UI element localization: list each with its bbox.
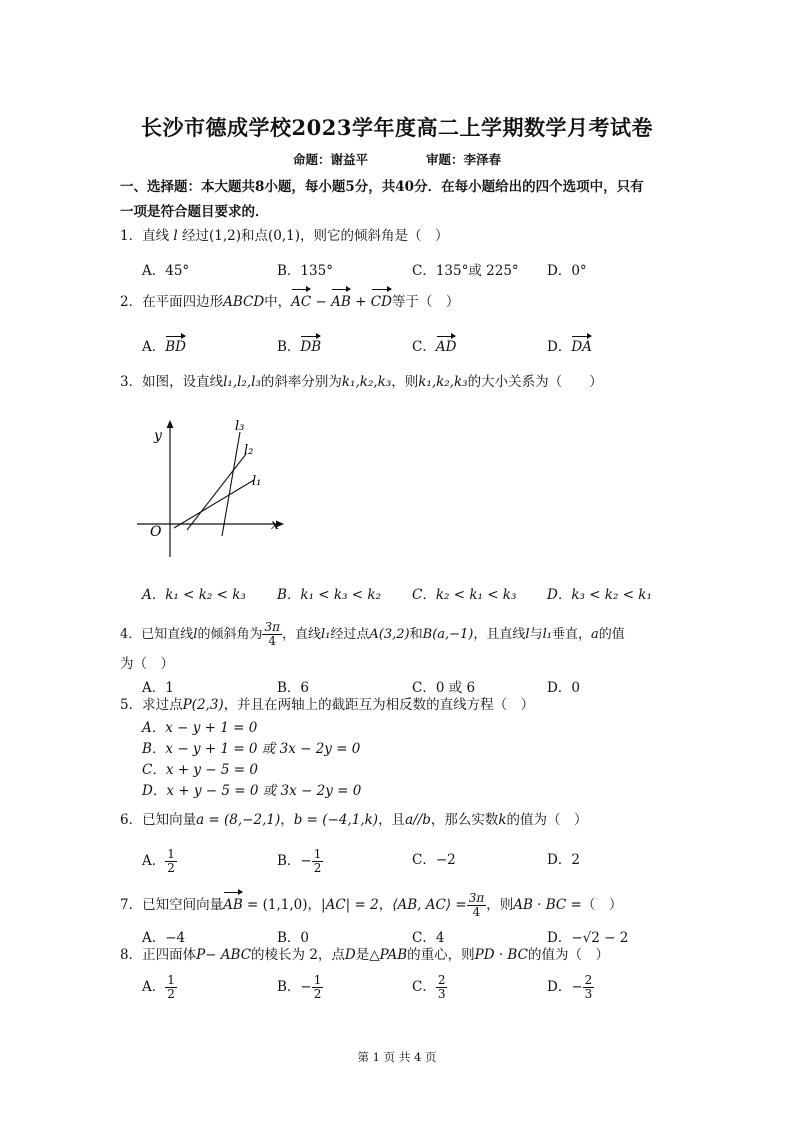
q2-options <box>142 335 682 355</box>
q8-fc-den: 3 <box>437 987 446 1001</box>
q7-vec-ab: AB <box>223 897 243 913</box>
q6-k: k <box>498 812 507 828</box>
line-l3 <box>222 432 240 536</box>
q3-t1: 3．如图，设直线 <box>120 374 224 390</box>
q3-option-a[interactable]: A．k₁ < k₂ < k₃ <box>142 587 246 603</box>
q4-l-b: l <box>525 627 530 642</box>
q8-pabc: P− ABC <box>196 947 252 963</box>
section-heading <box>120 175 680 225</box>
q8-fa-den: 2 <box>167 987 175 1001</box>
q6-option-c[interactable]: C．−2 <box>412 852 456 868</box>
q1-p2: (0,1) <box>268 228 301 244</box>
page-title: 长沙市德成学校2023学年度高二上学期数学月考试卷 <box>141 115 653 140</box>
q2-vec-d: DA <box>571 339 592 355</box>
q8-tri: △PAB <box>369 947 408 963</box>
q1-option-b[interactable]: B．135° <box>277 263 333 279</box>
q5-post: ，并且在两轴上的截距互为相反数的直线方程（ ） <box>223 697 535 713</box>
q7-dot: AB · BC <box>513 897 567 913</box>
q4-a: a <box>590 627 599 642</box>
q8-mid1: 的棱长为 2，点 <box>251 947 345 963</box>
q8-frac-b <box>312 974 324 1001</box>
q8-option-a[interactable] <box>142 974 277 1001</box>
q1-option-c[interactable]: C．135°或 225° <box>412 263 519 279</box>
q3-option-c[interactable]: C．k₂ < k₁ < k₃ <box>412 587 517 603</box>
q8-label-b: B．− <box>277 979 312 995</box>
q1-options <box>142 259 682 279</box>
q7-option-a[interactable]: A．−4 <box>142 930 186 946</box>
q2-vec-a: BD <box>165 339 186 355</box>
q4-options <box>142 676 682 696</box>
q8-fd-den: 3 <box>584 987 593 1001</box>
q6-option-a[interactable] <box>142 848 277 875</box>
q4-point-b: B(a,−1) <box>422 627 474 642</box>
q4-den: 4 <box>268 634 277 648</box>
q6-mid: ， <box>280 812 294 828</box>
q2-label-a: A． <box>142 339 166 355</box>
q6-fa-num: 1 <box>167 847 175 861</box>
q7-mid3: ，则 <box>486 897 514 913</box>
q7-option-b[interactable]: B．0 <box>277 930 310 946</box>
q4-option-c[interactable]: C．0 或 6 <box>412 680 476 696</box>
question-2 <box>120 292 680 312</box>
q4-l1: l₁ <box>321 627 331 642</box>
q8-post: 的值为（ ） <box>527 947 609 963</box>
q2-option-c[interactable] <box>412 335 547 355</box>
q6-option-b[interactable] <box>277 848 412 875</box>
question-6 <box>120 810 680 830</box>
line-l2 <box>187 454 246 530</box>
q8-dot: PD · BC <box>474 947 528 963</box>
q7-option-d[interactable]: D．−√2 − 2 <box>547 930 629 946</box>
q4-num: 3π <box>264 620 280 634</box>
q5-option-a[interactable]: A．x − y + 1 = 0 <box>142 720 258 736</box>
q2-vec-c: AD <box>435 339 457 355</box>
q1-option-a[interactable]: A．45° <box>142 263 190 279</box>
question-8 <box>120 945 680 965</box>
q2-post: 等于（ ） <box>391 294 460 310</box>
q6-label-b: B．− <box>277 853 312 869</box>
l1-label: l₁ <box>252 474 262 489</box>
q2-mid: 中， <box>264 294 292 310</box>
q6-frac-a <box>165 848 177 875</box>
q2-vec-ab: AB <box>331 294 351 310</box>
q3-t4: 的大小关系为（ ） <box>467 374 603 390</box>
q7-mid2: ， <box>378 897 393 913</box>
q8-frac-d <box>583 974 595 1001</box>
l3-label: l₃ <box>235 419 245 434</box>
q7-ac: |AC| = 2 <box>321 897 379 913</box>
question-1 <box>120 226 680 246</box>
q8-fd-num: 2 <box>584 973 593 987</box>
q6-fb-num: 1 <box>313 847 322 861</box>
q8-mid2: 是 <box>355 947 370 963</box>
q6-label-a: A． <box>142 853 166 869</box>
question-5 <box>120 695 680 715</box>
q6-option-d[interactable]: D．2 <box>547 852 580 868</box>
author-line <box>0 150 794 168</box>
q3-t2: 的斜率分别为 <box>260 374 342 390</box>
x-label: x <box>271 517 279 533</box>
q4-mid1: 的倾斜角为 <box>197 627 263 642</box>
q1-post: ，则它的倾斜角是（ ） <box>300 228 449 244</box>
line-l1 <box>174 480 254 528</box>
q6-fa-den: 2 <box>167 861 175 875</box>
question-3 <box>120 372 680 392</box>
q8-fb-num: 1 <box>313 973 322 987</box>
q7-post: =（ ） <box>566 897 623 913</box>
q2-quad: ABCD <box>223 294 265 310</box>
q3-option-b[interactable]: B．k₁ < k₃ < k₂ <box>277 587 381 603</box>
q1-pre: 1．直线 <box>120 228 174 244</box>
q3-t3: ，则 <box>391 374 419 390</box>
q3-ks: k₁,k₂,k₃ <box>341 374 392 390</box>
section-line-1: 一、选择题：本大题共8小题，每小题5分，共40分．在每小题给出的四个选项中，只有 <box>120 179 644 195</box>
q5-point: P(2,3) <box>182 697 224 713</box>
q2-option-d[interactable] <box>547 335 682 355</box>
q2-label-b: B． <box>277 339 301 355</box>
q8-d: D <box>344 947 356 963</box>
q1-mid2: 和点 <box>241 228 269 244</box>
q8-fc-num: 2 <box>437 973 446 987</box>
y-label: y <box>154 428 162 444</box>
q5-option-c[interactable]: C．x + y − 5 = 0 <box>142 762 258 778</box>
question-4 <box>120 621 680 648</box>
q4-mid3: 经过点 <box>330 627 370 642</box>
q2-option-a[interactable] <box>142 335 277 355</box>
q4-option-d[interactable]: D．0 <box>547 680 580 696</box>
q1-mid1: 经过 <box>177 228 210 244</box>
q7-mid1: ， <box>307 897 322 913</box>
q5-option-d[interactable]: D．x + y − 5 = 0 或 3x − 2y = 0 <box>142 783 362 799</box>
q4-mid7: 垂直， <box>551 627 591 642</box>
q2-vec-cd: CD <box>370 294 392 310</box>
l2-label: l₂ <box>244 443 254 458</box>
q2-vec-ac: AC <box>291 294 312 310</box>
q7-frac <box>467 892 487 919</box>
y-axis-arrow-icon <box>167 420 174 428</box>
q4-post: 的值 <box>598 627 625 642</box>
q7-num: 3π <box>468 891 485 905</box>
question-4-line2: 为（ ） <box>120 656 174 672</box>
q5-option-b[interactable]: B．x − y + 1 = 0 或 3x − 2y = 0 <box>142 741 361 757</box>
q7-options <box>142 926 682 946</box>
q3-ks2: k₁,k₂,k₃ <box>418 374 468 390</box>
q8-pre: 8．正四面体 <box>120 947 197 963</box>
q8-label-d: D．− <box>547 979 583 995</box>
q5-pre: 5．求过点 <box>120 697 183 713</box>
q8-frac-a <box>165 974 177 1001</box>
q8-fa-num: 1 <box>167 973 175 987</box>
q7-eq1: = (1,1,0) <box>242 897 308 913</box>
author: 命题：谢益平 <box>292 152 368 167</box>
q7-angle: ⟨AB, AC⟩ = <box>392 897 467 913</box>
q8-options <box>142 974 682 1001</box>
q7-pre: 7．已知空间向量 <box>120 897 224 913</box>
q6-mid2: ，且 <box>378 812 406 828</box>
q2-op1: − <box>311 294 332 310</box>
q6-options <box>142 848 682 875</box>
q6-parallel: a//b <box>405 812 431 828</box>
q4-mid5: ，且直线 <box>473 627 526 642</box>
origin-label: O <box>150 524 162 540</box>
q3-lines: l₁,l₂,l₃ <box>223 374 261 390</box>
q4-mid6: 与 <box>529 627 543 642</box>
q3-option-d[interactable]: D．k₃ < k₂ < k₁ <box>547 587 652 603</box>
q2-option-b[interactable] <box>277 335 412 355</box>
q6-frac-b <box>312 848 324 875</box>
q6-post: ，那么实数 <box>430 812 499 828</box>
q6-vec-b: b = (−4,1,k) <box>293 812 379 828</box>
q2-vec-b: DB <box>300 339 322 355</box>
section-line-2: 一项是符合题目要求的． <box>120 204 269 220</box>
q4-option-b[interactable]: B．6 <box>277 680 310 696</box>
question-7 <box>120 892 680 919</box>
q8-label-c: C． <box>412 979 436 995</box>
reviewer: 审题：李泽春 <box>426 152 502 167</box>
q3-options <box>142 583 682 603</box>
q1-l: l <box>173 228 178 244</box>
q2-label-c: C． <box>412 339 436 355</box>
q8-fb-den: 2 <box>313 987 322 1001</box>
q4-angle-frac <box>262 621 282 648</box>
q8-option-b[interactable] <box>277 974 412 1001</box>
page-footer: 第 1 页 共 4 页 <box>357 1050 437 1064</box>
q1-p1: (1,2) <box>209 228 242 244</box>
q4-mid2: ，直线 <box>282 627 322 642</box>
q4-option-a[interactable]: A．1 <box>142 680 174 696</box>
q4-point-a: A(3,2) <box>369 627 410 642</box>
q7-den: 4 <box>472 905 481 919</box>
q4-l: l <box>193 627 198 642</box>
slope-graph <box>132 412 292 562</box>
q2-label-d: D． <box>547 339 572 355</box>
q8-option-d[interactable] <box>547 974 682 1001</box>
q2-pre: 2．在平面四边形 <box>120 294 224 310</box>
q8-label-a: A． <box>142 979 166 995</box>
q2-op2: + <box>350 294 371 310</box>
q6-pre: 6．已知向量 <box>120 812 197 828</box>
q8-mid3: 的重心，则 <box>407 947 475 963</box>
q8-option-c[interactable] <box>412 974 547 1001</box>
q4-l1-b: l₁ <box>542 627 552 642</box>
q6-fb-den: 2 <box>313 861 322 875</box>
q4-pre: 4．已知直线 <box>120 627 194 642</box>
q1-option-d[interactable]: D．0° <box>547 263 587 279</box>
q8-frac-c <box>436 974 448 1001</box>
q4-mid4: 和 <box>409 627 423 642</box>
q6-vec-a: a = (8,−2,1) <box>196 812 281 828</box>
q7-option-c[interactable]: C．4 <box>412 930 445 946</box>
q6-post2: 的值为（ ） <box>506 812 588 828</box>
